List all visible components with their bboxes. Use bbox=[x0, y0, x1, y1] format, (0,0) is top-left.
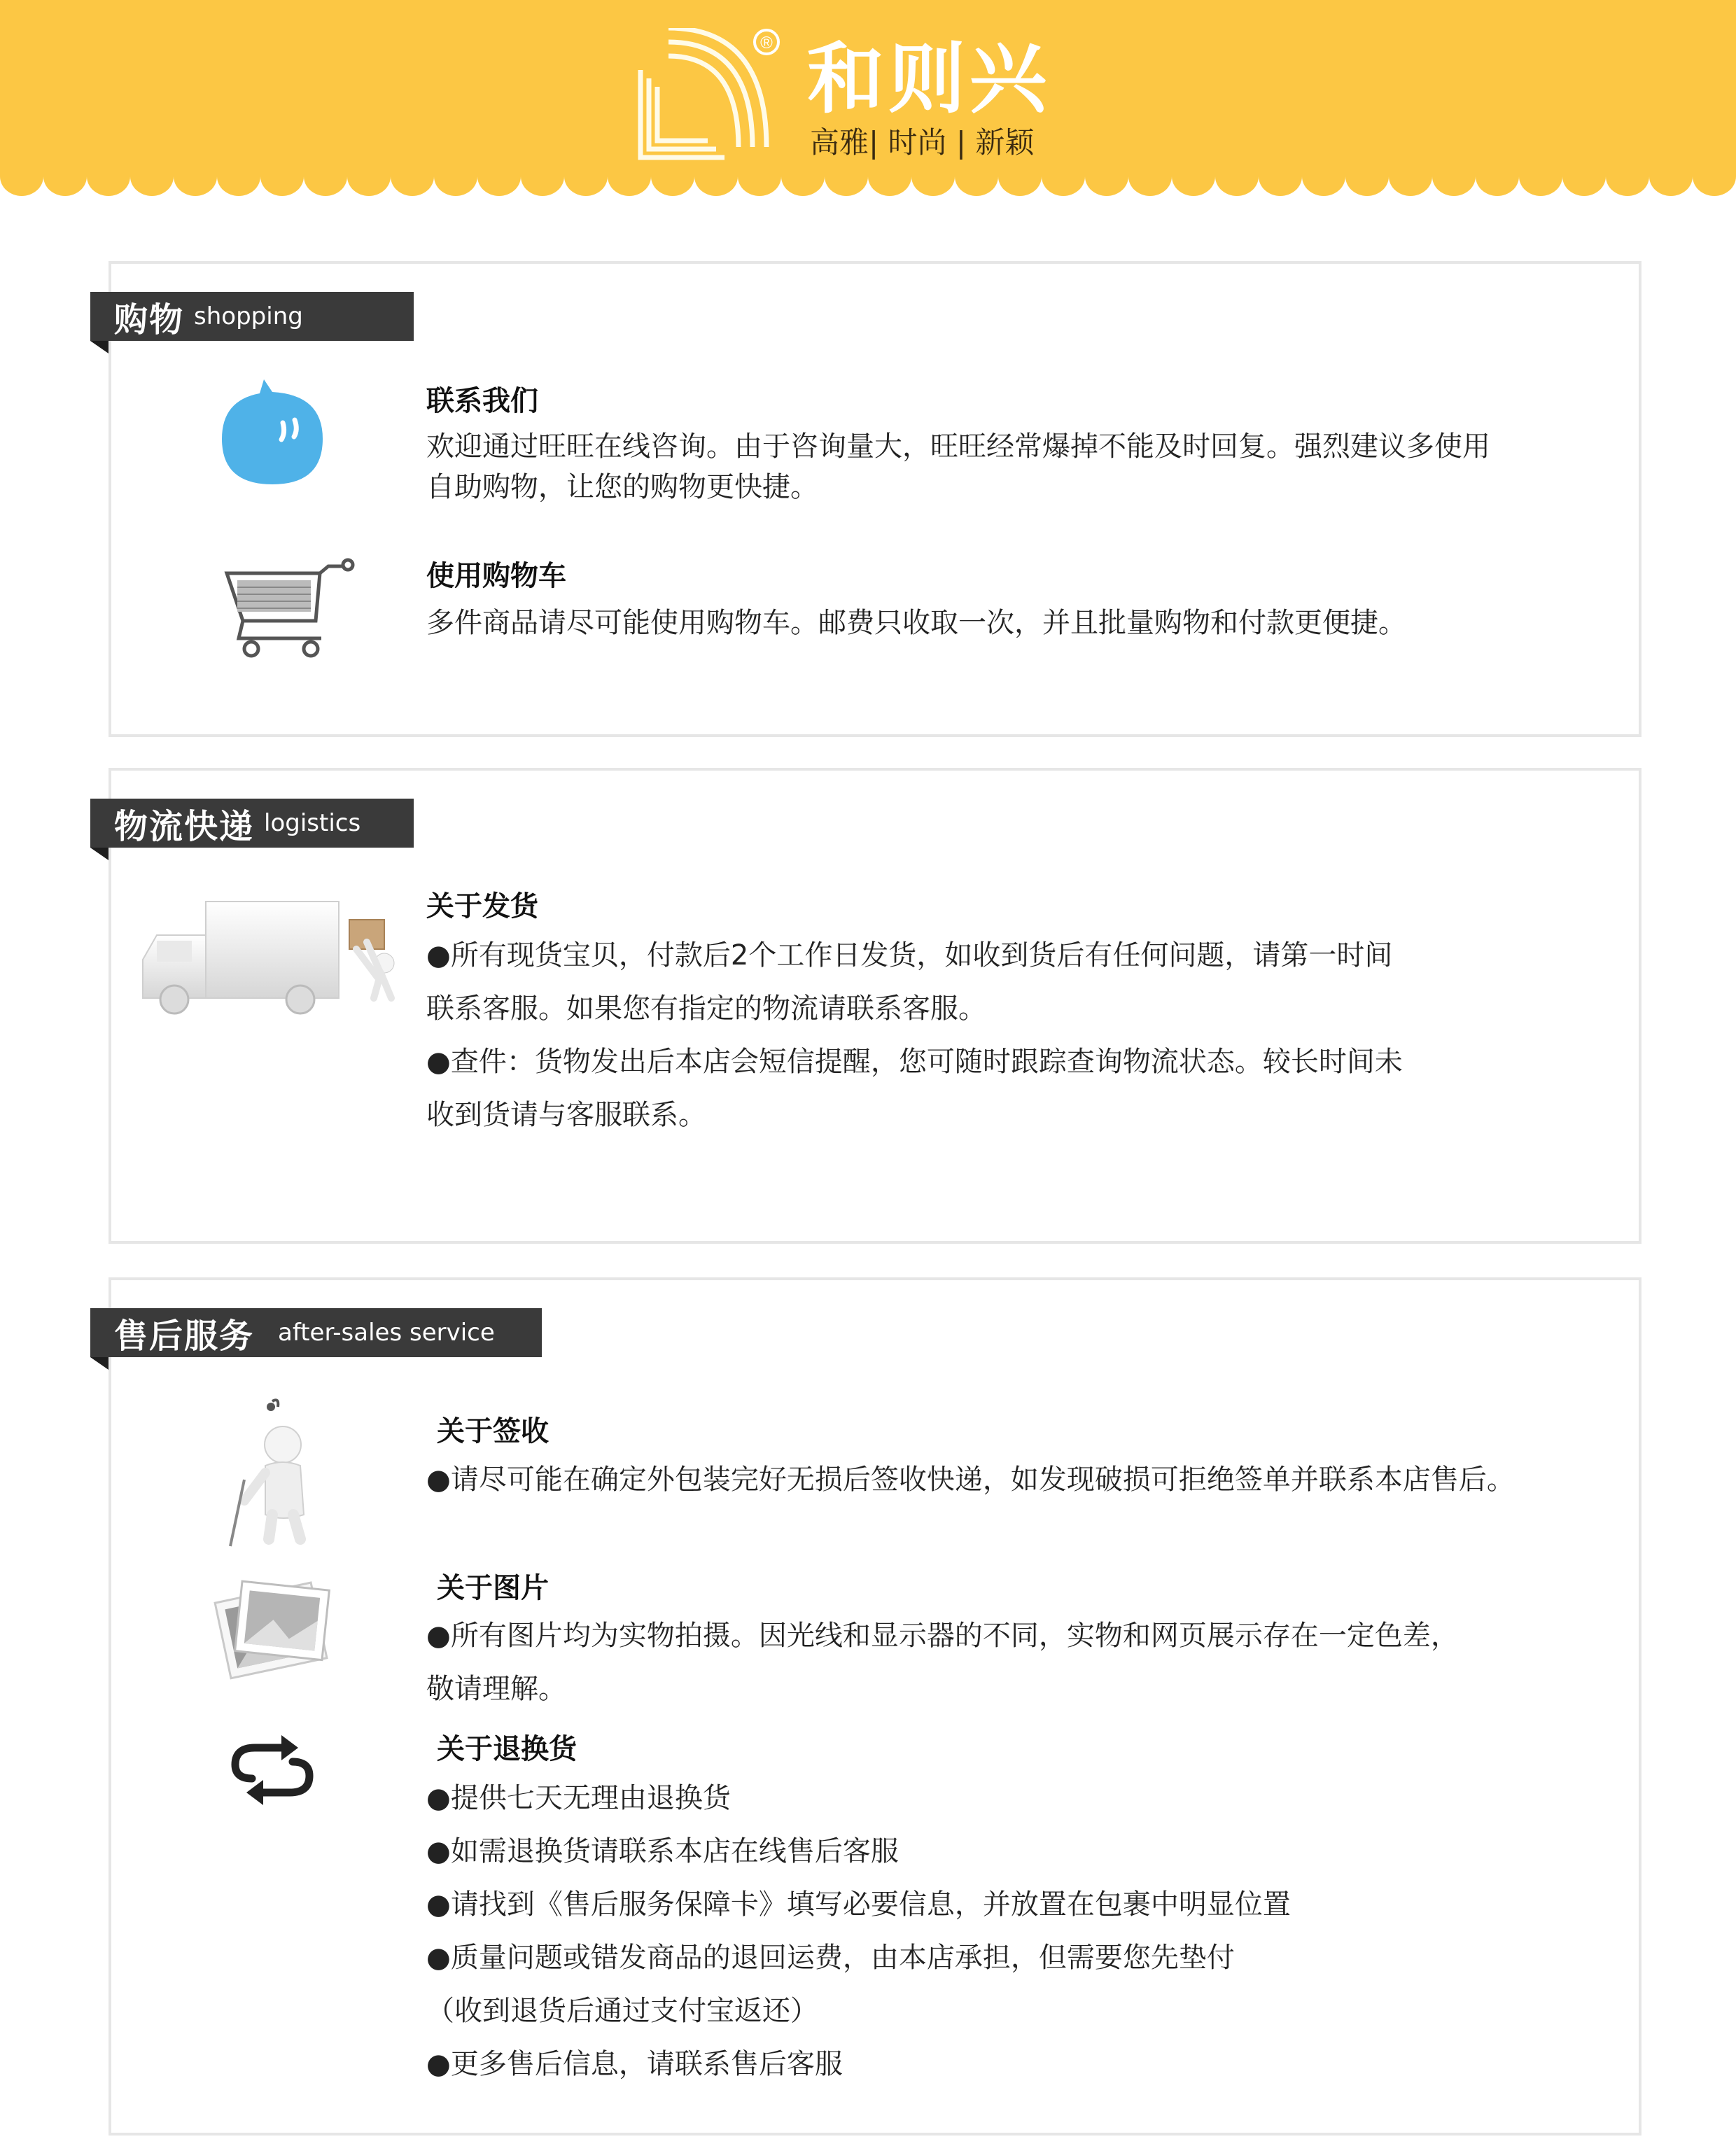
item-text-shipping: ●所有现货宝贝，付款后2个工作日发货，如收到货后有任何问题，请第一时间 联系客服。如果您有指定的物流请联系客服。 ●查件：货物发出后本店会短信提醒，您可随时跟踪查询物流状态。较长时间未 收到货请与客服联系。 bbox=[426, 939, 1403, 1131]
tab-title-en: shopping bbox=[194, 302, 303, 330]
section-tab-logistics bbox=[90, 799, 414, 848]
signing-figure-icon[interactable] bbox=[223, 1396, 328, 1550]
section-tab-after-sales bbox=[90, 1308, 542, 1357]
tab-title-en: logistics bbox=[264, 809, 361, 837]
photo-icon[interactable] bbox=[209, 1574, 335, 1686]
item-text-cart: 多件商品请尽可能使用购物车。邮费只收取一次，并且批量购物和付款更便捷。 bbox=[426, 607, 1406, 639]
shopping-cart-icon[interactable] bbox=[223, 558, 356, 663]
registered-mark: ® bbox=[760, 34, 773, 52]
tab-title-en: after-sales service bbox=[278, 1319, 495, 1347]
signal-wave-logo-icon bbox=[634, 28, 794, 168]
tab-title-cn: 售后服务 bbox=[114, 1316, 255, 1356]
after-sales-section bbox=[108, 1277, 1642, 2136]
chat-bubble-icon[interactable] bbox=[216, 379, 328, 491]
scalloped-edge bbox=[0, 161, 1736, 210]
header-banner bbox=[0, 0, 1736, 196]
item-title-returns: 关于退换货 bbox=[437, 1733, 577, 1765]
item-title-cart: 使用购物车 bbox=[426, 560, 566, 592]
brand-logo[interactable] bbox=[634, 28, 1138, 168]
item-text-contact: 欢迎通过旺旺在线咨询。由于咨询量大，旺旺经常爆掉不能及时回复。强烈建议多使用 自助购物，让您的购物更快捷。 bbox=[426, 430, 1490, 503]
tab-title-cn: 购物 bbox=[114, 300, 185, 339]
logistics-section bbox=[108, 768, 1642, 1244]
item-title-contact: 联系我们 bbox=[426, 385, 538, 417]
return-exchange-icon[interactable] bbox=[227, 1728, 318, 1812]
item-title-signing: 关于签收 bbox=[437, 1415, 549, 1447]
brand-tagline: 高雅| 时尚 | 新颖 bbox=[810, 125, 1035, 160]
item-title-photos: 关于图片 bbox=[437, 1572, 549, 1604]
item-title-shipping: 关于发货 bbox=[426, 890, 538, 923]
item-text-signing: ●请尽可能在确定外包装完好无损后签收快递，如发现破损可拒绝签单并联系本店售后。 bbox=[426, 1464, 1515, 1496]
item-text-returns: ●提供七天无理由退换货 ●如需退换货请联系本店在线售后客服 ●请找到《售后服务保障卡》填写必要信息，并放置在包裹中明显位置 ●质量问题或错发商品的退回运费，由本店承担，但需要您先垫付 （收到退货后通过支付宝返还） ●更多售后信息，请联系售后客服 bbox=[426, 1782, 1291, 2080]
section-tab-shopping bbox=[90, 292, 414, 341]
item-text-photos: ●所有图片均为实物拍摄。因光线和显示器的不同，实物和网页展示存在一定色差， 敬请理解。 bbox=[426, 1620, 1459, 1705]
delivery-truck-icon[interactable] bbox=[136, 893, 416, 1019]
tab-title-cn: 物流快递 bbox=[114, 806, 255, 846]
shopping-section bbox=[108, 261, 1642, 737]
brand-name: 和则兴 bbox=[807, 34, 1051, 124]
